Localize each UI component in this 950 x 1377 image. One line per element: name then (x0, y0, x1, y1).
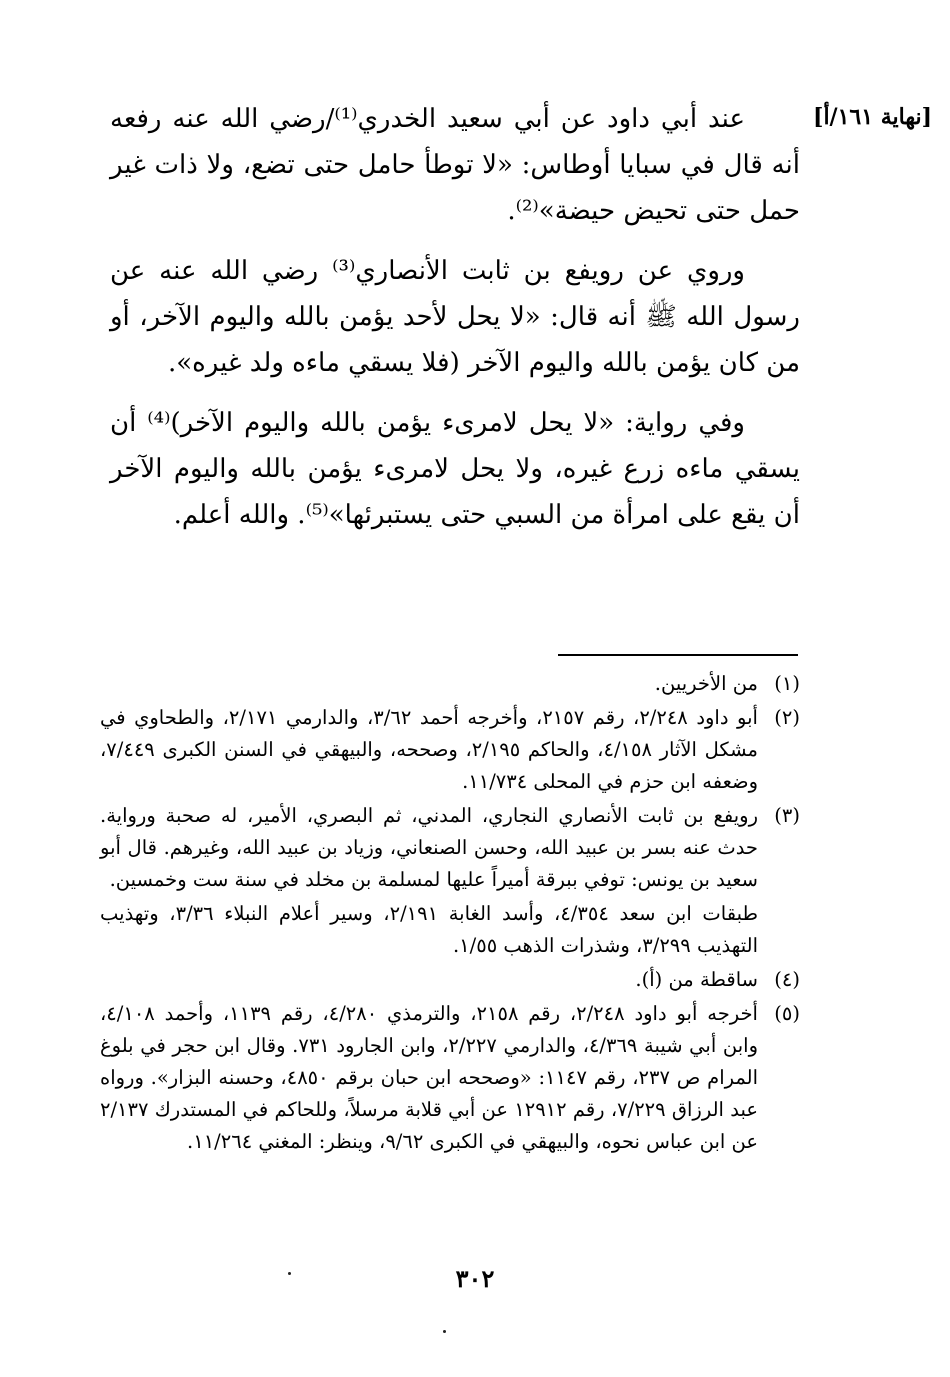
footnote (100, 998, 800, 1158)
footnote-number (758, 898, 800, 962)
footnotes (100, 668, 800, 1160)
footnote-text: ساقطة من (أ). (635, 968, 758, 991)
footnote-number: (٢) (774, 706, 800, 729)
page-number: ٣٠٢ (455, 1264, 495, 1293)
footnote-text: أبو داود ٢/٢٤٨، رقم ٢١٥٧، وأخرجه أحمد ٣/٦٢، والدارمي ٢/١٧١، والطحاوي في مشكل الآثار ٤/١٥٨، والحاكم ٢/١٩٥، وصححه، والبيهقي في السنن الكبرى ٧/٤٤٩، وضعفه ابن حزم في المحلى ١١/٧٣٤. (100, 706, 758, 793)
footnote-number: (٥) (774, 1002, 800, 1025)
footnote (100, 702, 800, 798)
footnote-text: أخرجه أبو داود ٢/٢٤٨، رقم ٢١٥٨، والترمذي ٤/٢٨٠، رقم ١١٣٩، وأحمد ٤/١٠٨، وابن أبي شيبة ٤/٣٦٩، والدارمي ٢/٢٢٧، وابن الجارود ٧٣١. وقال ابن حجر في بلوغ المرام ص ٢٣٧، رقم ١١٤٧: «وصححه ابن حبان برقم ٤٨٥٠، وحسنه البزار». ورواه عبد الرزاق ٧/٢٢٩، رقم ١٢٩١٢ عن أبي قلابة مرسلاً، وللحاكم في المستدرك ٢/١٣٧ عن ابن عباس نحوه، والبيهقي في الكبرى ٩/٦٢، وينظر: المغني ١١/٢٦٤. (100, 1002, 758, 1153)
footnote-text: طبقات ابن سعد ٤/٣٥٤، وأسد الغابة ٢/١٩١، وسير أعلام النبلاء ٣/٣٦، وتهذيب التهذيب ٣/٢٩٩، وشذرات الذهب ١/٥٥. (100, 902, 758, 957)
footnote (100, 668, 800, 700)
footnote-number: (٤) (774, 968, 800, 991)
footnote-number: (١) (774, 672, 800, 695)
main-text (110, 96, 800, 552)
paragraph: وروي عن رويفع بن ثابت الأنصاري⁽³⁾ رضي الله عنه عن رسول الله ﷺ أنه قال: «لا يحل لأحد يؤمن بالله واليوم الآخر، أو من كان يؤمن بالله واليوم الآخر (فلا يسقي ماءه ولد غيره». (110, 256, 800, 378)
footnote (100, 800, 800, 896)
paragraph: عند أبي داود عن أبي سعيد الخدري⁽¹⁾/رضي الله عنه رفعه أنه قال في سبايا أوطاس: «لا توطأ حامل حتى تضع، ولا ذات غير حمل حتى تحيض حيضة»⁽²⁾. (110, 104, 800, 226)
footnote-number: (٣) (774, 804, 800, 827)
footnote-text: رويفع بن ثابت الأنصاري النجاري، المدني، ثم البصري، الأمير، له صحبة ورواية. حدث عنه بسر بن عبيد الله، وحسن الصنعاني، وزياد بن عبيد الله، وغيرهم. قال أبو سعيد بن يونس: توفي ببرقة أميراً عليها لمسلمة بن مخلد في سنة ست وخمسين. (100, 804, 758, 891)
paragraph: وفي رواية: «لا يحل لامرىء يؤمن بالله واليوم الآخر)⁽⁴⁾ أن يسقي ماءه زرع غيره، ولا يحل لامرىء يؤمن بالله واليوم الآخر أن يقع على امرأة من السبي حتى يستبرئها»⁽⁵⁾. والله أعلم. (110, 408, 800, 530)
footnote-continuation (100, 898, 800, 962)
footnote-separator (558, 654, 798, 656)
margin-folio-note: [نهاية ١٦١/أ] (813, 104, 932, 130)
scan-speck (443, 1330, 446, 1333)
scan-speck (288, 1272, 291, 1275)
footnote (100, 964, 800, 996)
footnote-text: من الأخريين. (654, 672, 758, 695)
